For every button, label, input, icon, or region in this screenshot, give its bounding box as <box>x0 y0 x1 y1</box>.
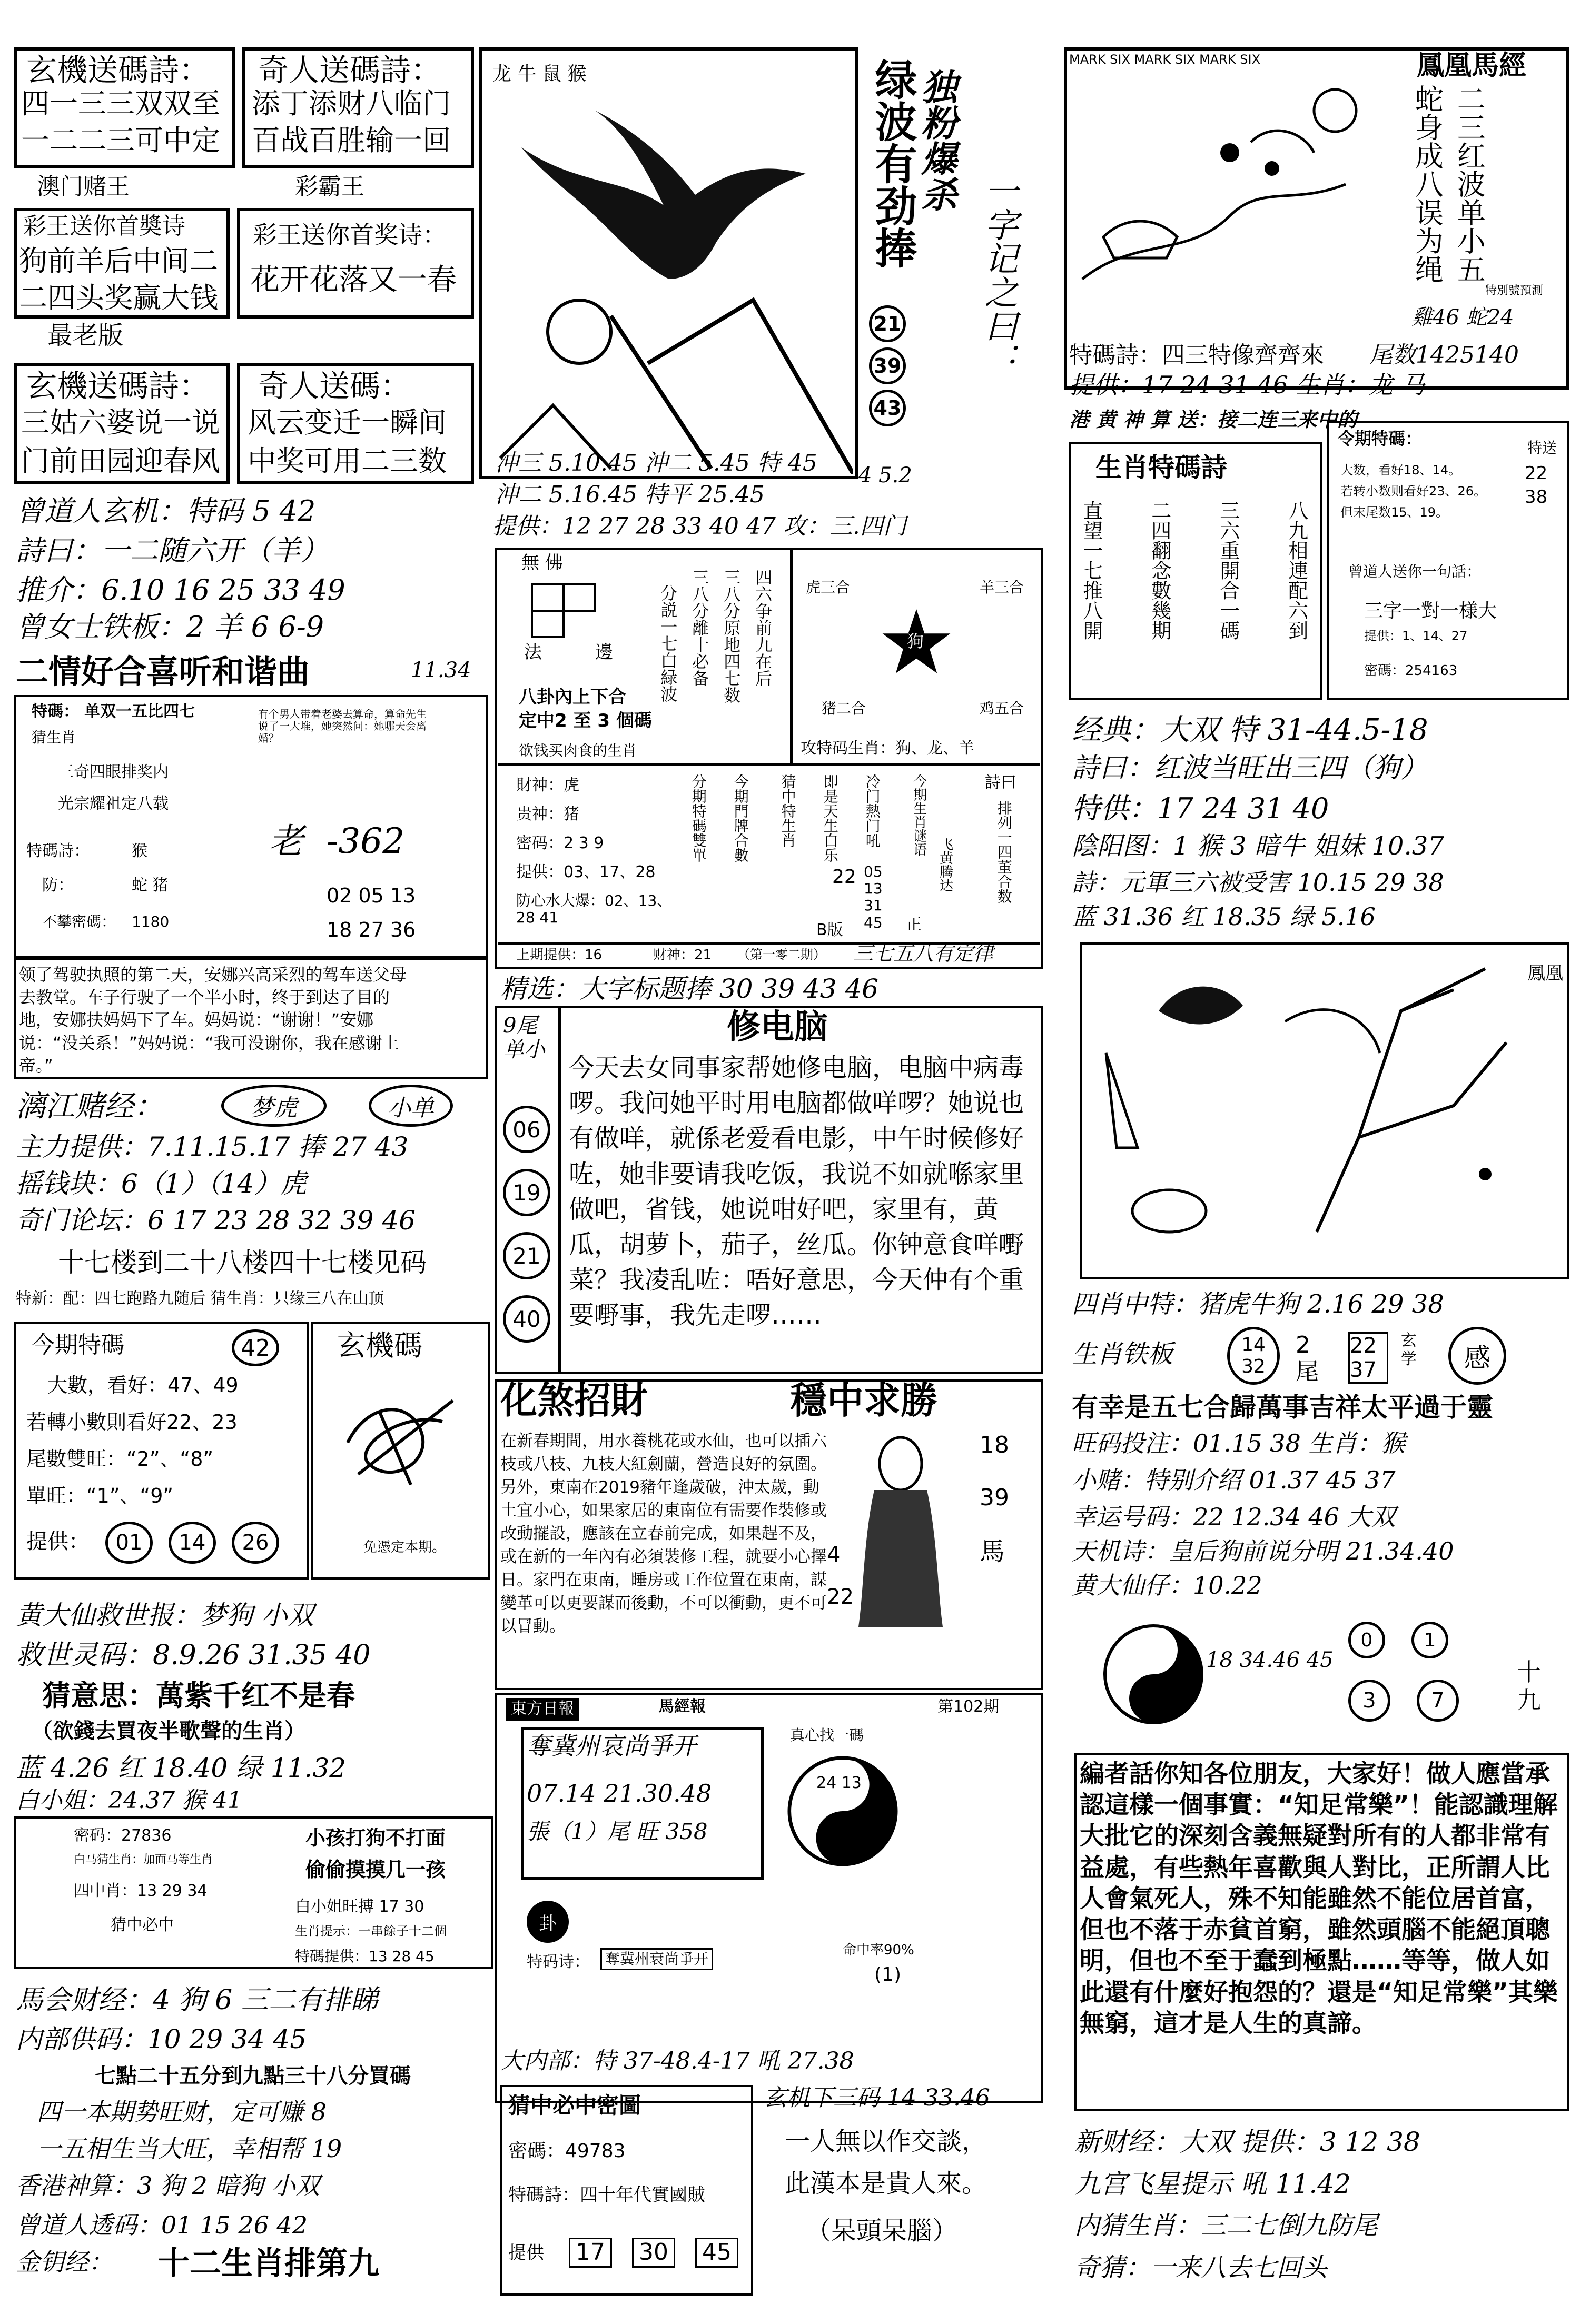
fenghuang-illustration <box>1072 79 1398 300</box>
lijiang-yao: 摇钱块：6（1）（14）虎 <box>16 1168 307 1199</box>
zhenxin-title: 真心找一碼 <box>790 1726 864 1744</box>
mid-row-guishen: 贵神：猪 <box>516 805 579 823</box>
mid-feihuang: 飞黄腾达 <box>937 837 953 892</box>
chong-line1: 沖三 5.10.45 沖二 5.45 特 45 <box>495 450 817 476</box>
jingdian-line: 经典：大双 特 31-44.5-18 <box>1072 713 1428 747</box>
mid-lengnums: 05 13 31 45 <box>864 863 883 931</box>
qiren2-line2: 中奖可用二三数 <box>248 444 447 478</box>
mid-shiri: 詩曰 <box>985 773 1016 792</box>
bird-side: 鳳凰 <box>1527 963 1563 984</box>
tieban-1432: 14 32 <box>1227 1327 1280 1385</box>
mid-qi: （第一零二期） <box>737 947 826 962</box>
mid-shangqi: 上期提供：16 <box>516 947 603 963</box>
lijiang-xiao: 小单 <box>369 1085 453 1127</box>
marksix-header: MARK SIX MARK SIX MARK SIX <box>1069 52 1261 67</box>
cai-n30: 30 <box>632 2238 675 2268</box>
sixiao-line: 四肖中特：猪虎牛狗 2.16 29 38 <box>1072 1289 1444 1319</box>
zodiac-pig: 猪二合 <box>822 700 866 717</box>
xuanji2-line2: 门前田园迎春风 <box>21 444 220 478</box>
fo-grid <box>521 579 616 642</box>
xuan-line: 玄机下三码 14 33.46 <box>764 2084 990 2111</box>
tema-danshuang: 单双一五比四七 <box>84 702 195 721</box>
lijiang-te: 特新：配：四七跑路九随后 猜生肖：只缘三八在山顶 <box>16 1289 384 1308</box>
num-circle-43: 43 <box>869 390 906 426</box>
lingqi-ruozhuan: 若转小数则看好23、26。 <box>1340 484 1487 499</box>
neicai-line: 内猜生肖：三二七倒九防尾 <box>1074 2211 1378 2240</box>
mid-jinmen: 今期門牌合數 <box>732 774 749 862</box>
mid-b: B版 <box>816 921 843 939</box>
guanyin-illustration <box>843 1432 969 1632</box>
huang-qianyu: （欲錢去買夜半歌聲的生肖） <box>32 1719 305 1743</box>
vcol-yizi: 一字记之曰： <box>979 174 1018 376</box>
eagle-illustration <box>490 90 853 474</box>
shengxiao-poem-title: 生肖特碼詩 <box>1095 452 1227 483</box>
qiren-title: 奇人送碼詩： <box>258 52 442 88</box>
tema-guangzong: 光宗耀祖定八载 <box>58 794 169 813</box>
lingqi-n22: 22 <box>1525 463 1548 484</box>
shengxiao-v3: 三六重開合一碼 <box>1216 500 1240 640</box>
tieban-2237: 22 37 <box>1348 1332 1388 1384</box>
dongfang-qi: 第102期 <box>937 1697 1000 1716</box>
xuanji-title: 玄機送碼詩： <box>26 52 210 88</box>
shengxiao-v2: 二四翻念數幾期 <box>1148 500 1171 640</box>
cihan-line: 此漢本是貴人來。 <box>785 2169 987 2198</box>
tieban-2wei: 2 尾 <box>1296 1332 1319 1385</box>
cai-mima: 密碼：49783 <box>508 2140 626 2162</box>
duoji-nums: 07.14 21.30.48 <box>527 1779 712 1807</box>
fo-hline <box>498 763 1040 766</box>
baixiaojie-line: 白小姐旺搏 17 30 <box>295 1898 424 1916</box>
tema-jing: 猜生肖 <box>32 729 76 746</box>
chong-line2: 沖二 5.16.45 特平 25.45 <box>495 481 765 508</box>
qing-num: 11.34 <box>411 658 471 682</box>
lijiang-meng: 梦虎 <box>221 1085 327 1127</box>
tema-lao: 老 <box>269 821 303 861</box>
lingqi-left-ruozhuan: 若轉小數則看好22、23 <box>26 1411 238 1434</box>
fo-zhong: 定中2 至 3 個碼 <box>519 710 652 731</box>
wenzhong-title: 穩中求勝 <box>790 1379 937 1422</box>
taiji-nums: 18 34.46 45 <box>1206 1648 1334 1672</box>
qiren2-line1: 风云变迁一瞬间 <box>248 406 447 439</box>
xiaodu-line: 小赌：特别介绍 01.37 45 37 <box>1072 1466 1396 1494</box>
cai-title: 猜中必中密圖 <box>508 2092 641 2118</box>
fo-bagua: 八卦內上下合 <box>519 687 626 708</box>
fenghuang-vpoem: 蛇身成八误为绳 <box>1410 84 1444 283</box>
fo-divider <box>790 550 793 766</box>
tema-lao-val: -362 <box>327 821 405 861</box>
lijiang-shiqi: 十七楼到二十八楼四十七楼见码 <box>58 1247 427 1278</box>
zeng-poem: 詩曰：一二随六开（羊） <box>16 534 329 567</box>
repair-num-21: 21 <box>503 1232 550 1279</box>
mid-row-caishen: 財神：虎 <box>516 776 579 794</box>
story-text: 领了驾驶执照的第二天，安娜兴高采烈的驾车送父母去教堂。车子行驶了一个半小时，终于到达了目的地，安娜扶妈妈下了车。妈妈说：“谢谢！”安娜说：“没关系！”妈妈说：“我可没谢你，我在感谢上帝。” <box>19 965 407 1076</box>
duoji-zhang: 張（1）尾 旺 358 <box>527 1819 708 1844</box>
guanyin-ma: 馬 <box>980 1537 1005 1566</box>
fenghuang-tail: 尾数1425140 <box>1369 342 1519 369</box>
tema-story: 有个男人带着老婆去算命，算命先生说了一大堆，她突然问：她哪天会离婚？ <box>258 708 427 744</box>
dunei-line: 大内部：特 37-48.4-17 吼 27.38 <box>500 2048 854 2074</box>
tema-fang-val: 蛇 猪 <box>132 876 169 895</box>
caiwang-line1: 狗前羊后中间二 <box>19 244 218 277</box>
youxing-line: 有幸是五七合歸萬事吉祥太平過于靈 <box>1072 1392 1493 1423</box>
yy-0: 0 <box>1348 1622 1385 1658</box>
zuilao-label: 最老版 <box>47 321 124 350</box>
tema-fang: 防： <box>42 876 74 895</box>
repair-num-19: 19 <box>503 1169 550 1216</box>
tieban-gan: 感 <box>1448 1327 1506 1385</box>
huasha-title: 化煞招財 <box>500 1379 648 1422</box>
jiugong-line: 九宫飞星提示 吼 11.42 <box>1074 2169 1351 2199</box>
tigong-line: 提供：12 27 28 33 40 47 攻：三.四门 <box>492 513 906 540</box>
paidi-banner: 十二生肖排第九 <box>158 2245 379 2282</box>
fenghuang-tags: 雞46 蛇24 <box>1411 305 1514 330</box>
huang-jiushi: 救世灵码：8.9.26 31.35 40 <box>16 1640 371 1671</box>
lingqi-weishu: 但末尾数15、19。 <box>1340 505 1449 520</box>
repair-body: 今天去女同事家帮她修电脑，电脑中病毒啰。我问她平时用电脑都做咩啰？她说也有做咩，就係老爱看电影，中午时候修好咗，她非要请我吃饭，我说不如就喺家里做吧，省钱，她说咁好吧，家里有，黄瓜，胡萝卜，茄子，丝瓜。你钟意食咩嘢菜？我凌乱咗：唔好意思，今天仲有个重要嘢事，我先走啰…… <box>569 1053 1024 1330</box>
tema-sanqi: 三奇四眼排奖内 <box>58 763 169 781</box>
huangdaxian-line: 黄大仙仔：10.22 <box>1072 1571 1262 1600</box>
lingqi-left-danwang: 單旺：“1”、“9” <box>26 1484 174 1507</box>
guanyin-n18: 18 <box>980 1432 1009 1458</box>
cai-n45: 45 <box>695 2238 738 2268</box>
hk-line: 香港神算：3 狗 2 暗狗 小双 <box>16 2171 320 2200</box>
guanyin-n39: 39 <box>980 1484 1009 1511</box>
repair-num-06: 06 <box>503 1106 550 1153</box>
huang-title: 黄大仙救世报：梦狗 小双 <box>16 1600 314 1631</box>
ad-line1: 小孩打狗不打面 <box>305 1826 446 1850</box>
mid-row-mima: 密码：2 3 9 <box>516 834 604 852</box>
mid-row-tigong: 提供：03、17、28 <box>516 863 656 881</box>
fenghuang-title: 鳳凰馬經 <box>1417 50 1527 82</box>
mid-zheng: 正 <box>906 916 922 934</box>
jicai-line: 奇猜：一来八去七回头 <box>1074 2253 1328 2282</box>
fenghuang-vpoem2: 二三红波单小五 <box>1453 84 1486 283</box>
bird-illustration <box>1085 948 1559 1274</box>
guanyin-n4: 4 <box>827 1543 841 1567</box>
caiwang2-title: 彩王送你首奖诗： <box>253 221 447 249</box>
xincai-line: 新财经：大双 提供：3 12 38 <box>1074 2127 1420 2157</box>
qidian-line: 七點二十五分到九點三十八分買碼 <box>95 2064 411 2088</box>
lijiang-title: 漓江赌经： <box>16 1089 163 1124</box>
daitou-line: （呆頭呆腦） <box>806 2216 958 2246</box>
te-label: 特码诗： <box>527 1953 590 1971</box>
huang-caiyisi: 猜意思：萬紫千红不是春 <box>42 1679 355 1712</box>
caiba-king: 彩霸王 <box>295 173 364 200</box>
zengnv-line: 曾女士铁板：2 羊 6 6-9 <box>16 610 324 643</box>
tegong-line: 特供：17 24 31 40 <box>1072 792 1329 825</box>
tema-nums1: 02 05 13 <box>327 884 416 907</box>
cai-n17: 17 <box>569 2238 612 2268</box>
fenghuang-tigong: 提供：17 24 31 46 生肖：龙 马 <box>1069 371 1425 399</box>
lingqi-left-n14: 14 <box>169 1522 216 1564</box>
gua-badge: 卦 <box>527 1901 569 1943</box>
xuanji2-line1: 三姑六婆说一说 <box>21 406 220 439</box>
num-circle-39: 39 <box>869 347 906 384</box>
lingqi-left-42: 42 <box>232 1329 279 1366</box>
yinyang-icon <box>785 1753 901 1869</box>
tieban-xuan: 玄学 <box>1401 1332 1417 1368</box>
lingqi-left-n26: 26 <box>232 1522 279 1564</box>
fo-top: 無 佛 <box>521 552 563 573</box>
yy-shijiu: 十九 <box>1517 1658 1541 1714</box>
zodiac-gong: 攻特码生肖：狗、龙、羊 <box>801 739 974 758</box>
fo-bian: 邊 <box>595 642 613 663</box>
mima-line1: 白马猜生肖：加面马等生肖 <box>74 1853 213 1866</box>
guanyin-n22: 22 <box>827 1585 854 1609</box>
lingqi-left-weishu: 尾數雙旺：“2”、“8” <box>26 1447 214 1471</box>
shengxiao-v1: 直望一七推八開 <box>1079 500 1103 640</box>
lingqi-dashu: 大数，看好18、14。 <box>1340 463 1461 478</box>
xuanji-ma-title: 玄機碼 <box>337 1329 422 1362</box>
fo-yuqian: 欲钱买肉食的生肖 <box>519 742 637 759</box>
lingqi-n38: 38 <box>1525 486 1548 508</box>
lingqi-left-dashu: 大數，看好：47、49 <box>47 1374 239 1397</box>
mahui-line: 馬会财经：4 狗 6 三二有排睇 <box>16 1984 378 2016</box>
huang-bai: 白小姐：24.37 猴 41 <box>16 1787 242 1814</box>
zeng-title: 曾道人玄机：特码 5 42 <box>16 494 316 528</box>
lijiang-luntan: 奇门论坛：6 17 23 28 32 39 46 <box>16 1205 416 1236</box>
xuanji-ma-ding: 免憑定本期。 <box>363 1540 446 1555</box>
qiren-line2: 百战百胜输一回 <box>252 124 451 157</box>
shengxiao-v4: 八九相連配六到 <box>1285 500 1308 640</box>
tema-buqu-val: 1180 <box>132 913 170 930</box>
neibu-line: 内部供码：10 29 34 45 <box>16 2024 307 2054</box>
zodiac-tiger: 虎三合 <box>806 579 851 596</box>
huasha-body: 在新春期間，用水養桃花或水仙，也可以插六枝或八枝、九枝大紅劍蘭，營造良好的氛圍。另外，東南在2019豬年逢歲破，沖太歲，動土宜小心，如果家居的東南位有需要作裝修或改動擺設，應該在立春前完成，如果趕不及，或在新的一年內有必須裝修工程，就要小心擇日。家門在東南，睡房或工作位置在東南，謀變革可以更要謀而後動，不可以衝動，更不可以冒動。 <box>500 1432 827 1636</box>
macau-king: 澳门赌王 <box>37 173 130 200</box>
lingqi-left-tigong: 提供： <box>26 1530 90 1554</box>
tianji-line: 天机诗：皇后狗前说分明 21.34.40 <box>1072 1537 1454 1565</box>
tema-nums2: 18 27 36 <box>327 918 416 941</box>
qiren2-title: 奇人送碼： <box>258 368 411 404</box>
shengxiao-tishi: 生肖提示：一串餘子十二個 <box>295 1924 447 1939</box>
lingqi-left-n01: 01 <box>105 1522 153 1564</box>
mid-caishen: 财神：21 <box>653 947 712 963</box>
lingqi-zengdao: 曾道人送你一句話： <box>1348 563 1482 580</box>
qing-banner: 二情好合喜听和谐曲 <box>16 652 310 691</box>
repair-side-title: 9尾单小 <box>503 1014 545 1062</box>
zodiac-chicken: 鸡五合 <box>980 700 1024 717</box>
shiyue-line: 詩曰：红波当旺出三四（狗） <box>1072 752 1428 784</box>
signature-scribble <box>337 1379 463 1495</box>
repair-title: 修电脑 <box>727 1008 828 1047</box>
pct-label: 命中率90% <box>843 1942 914 1958</box>
wu-line: 一五相生当大旺，幸相帮 19 <box>37 2134 342 2163</box>
vcol-dufen: 独粉爆杀 <box>915 68 957 212</box>
tema-buqu: 不攀密碼： <box>42 913 116 930</box>
mid-22: 22 <box>832 866 856 888</box>
lingqi-tesong: 特送 <box>1527 439 1557 456</box>
lijiang-zhuli: 主力提供：7.11.15.17 捧 27 43 <box>16 1131 409 1162</box>
lingqi-sanzi: 三字一對一様大 <box>1364 600 1497 622</box>
xuanji-line2: 一二二三可中定 <box>21 124 220 157</box>
mid-pailie: 排列一四董合数 <box>995 800 1013 903</box>
caiwang-line2: 二四头奖赢大钱 <box>19 281 218 314</box>
mid-sanqi: 三七五八有定律 <box>853 942 994 965</box>
zodiac-dog: 狗 <box>907 631 924 651</box>
zodiac-goat: 羊三合 <box>980 579 1024 596</box>
lan-line: 蓝 31.36 红 18.35 绿 5.16 <box>1072 902 1376 931</box>
mima-line3: 猜中必中 <box>111 1916 174 1934</box>
vcol-lvbo: 绿波有劲捧 <box>868 58 917 269</box>
yy-1: 1 <box>1411 1622 1448 1658</box>
zeng-tuijian: 推介：6.10 16 25 33 49 <box>16 573 345 607</box>
mid-row-fangxin: 防心水大爆：02、13、28 41 <box>516 892 672 927</box>
yinyang-nums: 24 13 <box>816 1774 862 1792</box>
fo-col2: 三八分離十必备 <box>689 569 710 687</box>
yinyang-line: 陰阳图：1 猴 3 暗牛 姐妹 10.37 <box>1072 831 1444 861</box>
mid-jiji: 即是天生白乐 <box>821 774 839 862</box>
fo-col4: 四六争前九在后 <box>753 569 773 687</box>
fo-col3: 三八分原地四七数 <box>721 569 742 703</box>
zengdao-tou: 曾道人透码：01 15 26 42 <box>16 2211 308 2239</box>
bianzhe-text: 編者話你知各位朋友，大家好！做人應當承認這樣一個事實：“知足常樂”！能認識理解大批它的深刻含義無疑對所有的人都非常有益處，有些熱年喜歡與人對比，正所謂人比人會氣死人，殊不知能雖然不能位居首富，但也不落于赤貧首窮，雖然頭腦不能絕頂聰明，但也不至于蠢到極點……等等，做人如此還有什麼好抱怨的？還是“知足常樂”其樂無窮，這才是人生的真諦。 <box>1080 1760 1558 2038</box>
circled-tag: 4 5.2 <box>858 463 912 488</box>
pct-p1: (1) <box>874 1964 901 1985</box>
eagle-caption: 龙 牛 鼠 猴 <box>492 63 587 85</box>
mid-lengmen: 冷门熱门吼 <box>863 774 881 848</box>
shi2-line: 詩：元軍三六被受害 10.15 29 38 <box>1072 868 1444 897</box>
tebie-tigong: 特碼提供：13 28 45 <box>295 1948 434 1965</box>
lingqi-left-title: 今期特碼 <box>32 1332 124 1358</box>
huang-lan: 蓝 4.26 红 18.40 绿 11.32 <box>16 1753 347 1783</box>
zhuji-label: 金钥经： <box>16 2248 113 2276</box>
ad-line2: 偷偷摸摸几一孩 <box>305 1858 446 1881</box>
repair-divider <box>558 1008 561 1372</box>
yy-7: 7 <box>1417 1680 1459 1722</box>
xuanji2-title: 玄機送碼詩： <box>26 368 210 404</box>
te-box: 奪冀州衰尚爭开 <box>600 1948 713 1970</box>
mima-line2: 四中肖：13 29 34 <box>74 1882 208 1900</box>
repair-num-40: 40 <box>503 1295 550 1343</box>
cai-tigong: 提供 <box>508 2242 544 2263</box>
caiwang2-line1: 花开花落又一春 <box>250 263 457 297</box>
xuanji-line1: 四一三三双双至 <box>21 87 220 120</box>
caiwang-title: 彩王送你首奬诗 <box>23 213 185 240</box>
duoji-title: 奪冀州哀尚爭开 <box>527 1732 696 1760</box>
fenghuang-poem-line: 特碼詩：四三特像齊齊來 <box>1069 342 1324 369</box>
taiji-icon <box>1101 1622 1206 1727</box>
tema-label: 特碼： <box>32 702 79 721</box>
lingqi-mima: 密碼：254163 <box>1364 663 1458 679</box>
yi-line: 四一本期势旺财，定可赚 8 <box>37 2098 327 2126</box>
tema-teji-label: 特碼詩： <box>26 842 90 860</box>
shengxiao-tieban: 生肖铁板 <box>1072 1339 1173 1369</box>
mid-jingxuan: 精选：大字标题捧 30 39 43 46 <box>500 974 879 1004</box>
qiren-line1: 添丁添财八临门 <box>252 87 451 120</box>
mima-val: 密码：27836 <box>74 1826 172 1845</box>
wangma-line: 旺码投注：01.15 38 生肖：猴 <box>1072 1429 1406 1457</box>
mid-xiang: 今期生肖谜语 <box>911 774 927 856</box>
fenghuang-shen: 港 黄 神 算 送：接二连三来中的 <box>1069 408 1357 431</box>
fenghuang-note: 特別號預測 <box>1485 284 1544 297</box>
tema-teji-val: 猴 <box>132 842 147 860</box>
num-circle-21: 21 <box>869 305 906 342</box>
majing-header: 馬經報 <box>658 1697 706 1716</box>
lingqi-tigong: 提供：1、14、27 <box>1364 629 1468 643</box>
fo-fa: 法 <box>524 642 542 663</box>
dongfang-header: 東方日報 <box>506 1698 579 1721</box>
mid-zhi: 猜中特生肖 <box>779 774 797 848</box>
fo-col1: 分説一七白緑波 <box>658 584 678 702</box>
yiren-line: 一人無以作交談， <box>785 2127 987 2156</box>
xingyun-line: 幸运号码：22 12.34 46 大双 <box>1072 1503 1396 1531</box>
yy-3: 3 <box>1348 1680 1390 1722</box>
lingqi-title: 令期特碼： <box>1338 429 1423 449</box>
cai-temashi: 特碼詩：四十年代實國賊 <box>508 2184 705 2206</box>
mid-fen: 分期特碼雙單 <box>689 774 707 862</box>
